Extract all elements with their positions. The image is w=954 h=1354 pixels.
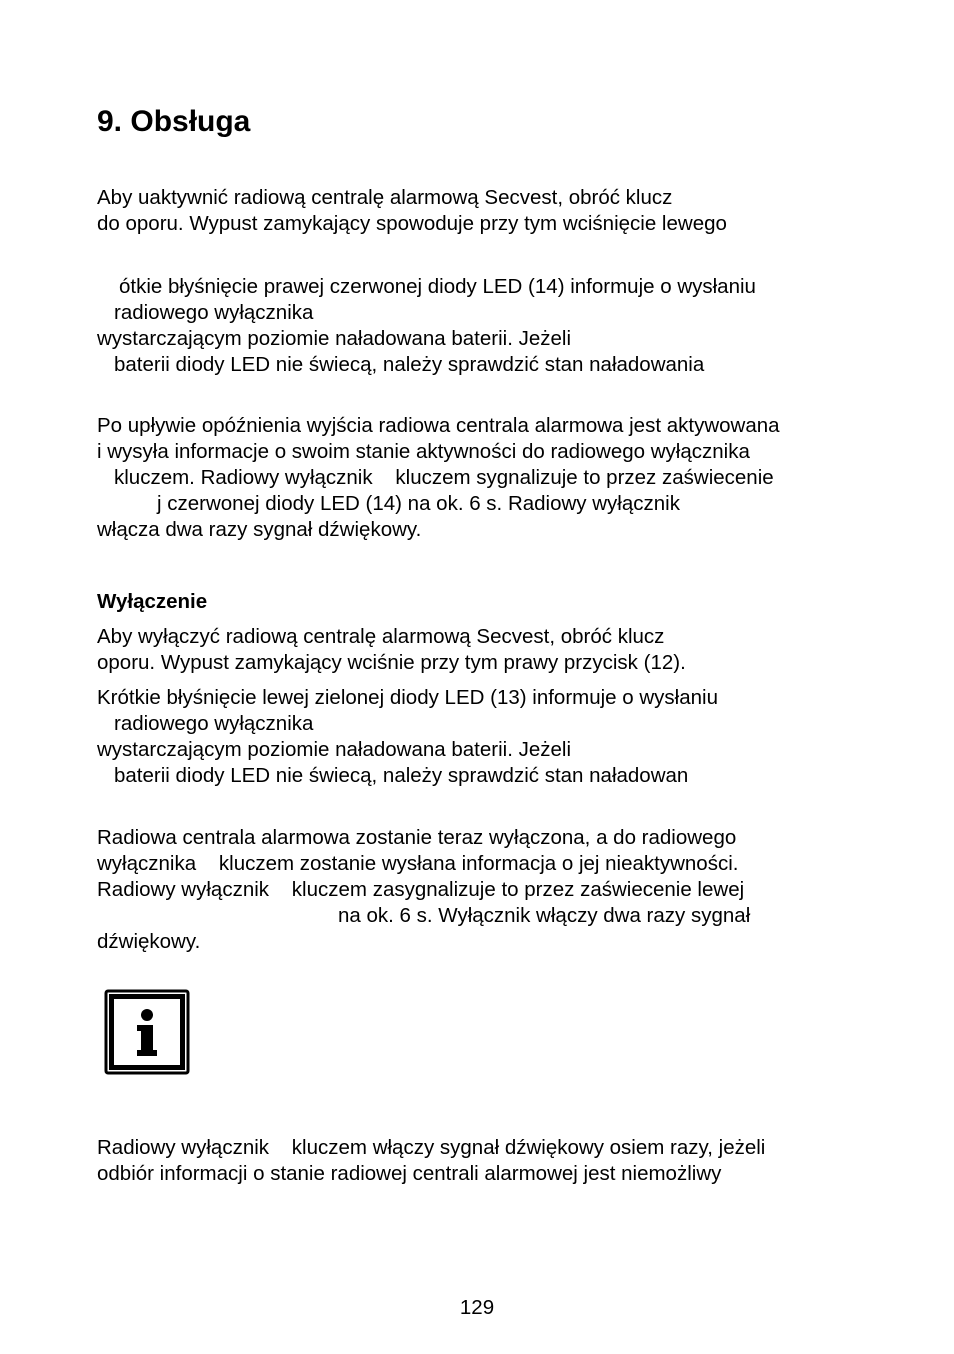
paragraph-line: wystarczającym poziomie naładowana baterii. Jeżeli <box>97 327 571 350</box>
paragraph-line: i wysyła informacje o swoim stanie aktywności do radiowego wyłącznika <box>97 440 750 463</box>
page-number: 129 <box>459 1296 495 1319</box>
paragraph-line: wystarczającym poziomie naładowana baterii. Jeżeli <box>97 738 571 761</box>
paragraph-line: radiowego wyłącznika <box>114 301 314 324</box>
paragraph-line: Radiowy wyłącznik kluczem włączy sygnał dźwiękowy osiem razy, jeżeli <box>97 1136 766 1159</box>
paragraph-line: dźwiękowy. <box>97 930 201 953</box>
paragraph-line: j czerwonej diody LED (14) na ok. 6 s. Radiowy wyłącznik <box>157 492 680 515</box>
paragraph-line: kluczem. Radiowy wyłącznik kluczem sygnalizuje to przez zaświecenie <box>114 466 774 489</box>
paragraph-line: Radiowa centrala alarmowa zostanie teraz wyłączona, a do radiowego <box>97 826 737 849</box>
paragraph-line: Krótkie błyśnięcie lewej zielonej diody LED (13) informuje o wysłaniu <box>97 686 718 709</box>
paragraph-line: Po upływie opóźnienia wyjścia radiowa centrala alarmowa jest aktywowana <box>97 414 780 437</box>
paragraph-line: Aby wyłączyć radiową centralę alarmową Secvest, obróć klucz <box>97 625 665 648</box>
page-title: 9. Obsługa <box>97 105 251 138</box>
paragraph-line: ótkie błyśnięcie prawej czerwonej diody LED (14) informuje o wysłaniu <box>119 275 756 298</box>
paragraph-line: odbiór informacji o stanie radiowej centrali alarmowej jest niemożliwy <box>97 1162 722 1185</box>
paragraph-line: włącza dwa razy sygnał dźwiękowy. <box>97 518 422 541</box>
paragraph-line: Radiowy wyłącznik kluczem zasygnalizuje to przez zaświecenie lewej <box>97 878 745 901</box>
paragraph-line: oporu. Wypust zamykający wciśnie przy tym prawy przycisk (12). <box>97 651 686 674</box>
paragraph-line: do oporu. Wypust zamykający spowoduje przy tym wciśnięcie lewego <box>97 212 727 235</box>
info-icon <box>104 989 190 1075</box>
paragraph-line: baterii diody LED nie świecą, należy sprawdzić stan naładowania <box>114 353 705 376</box>
paragraph-line: baterii diody LED nie świecą, należy sprawdzić stan naładowan <box>114 764 689 787</box>
paragraph-line: wyłącznika kluczem zostanie wysłana informacja o jej nieaktywności. <box>97 852 739 875</box>
paragraph-line: Aby uaktywnić radiową centralę alarmową Secvest, obróć klucz <box>97 186 673 209</box>
paragraph-line: radiowego wyłącznika <box>114 712 314 735</box>
paragraph-line: na ok. 6 s. Wyłącznik włączy dwa razy sygnał <box>338 904 751 927</box>
section-heading: Wyłączenie <box>97 590 208 613</box>
